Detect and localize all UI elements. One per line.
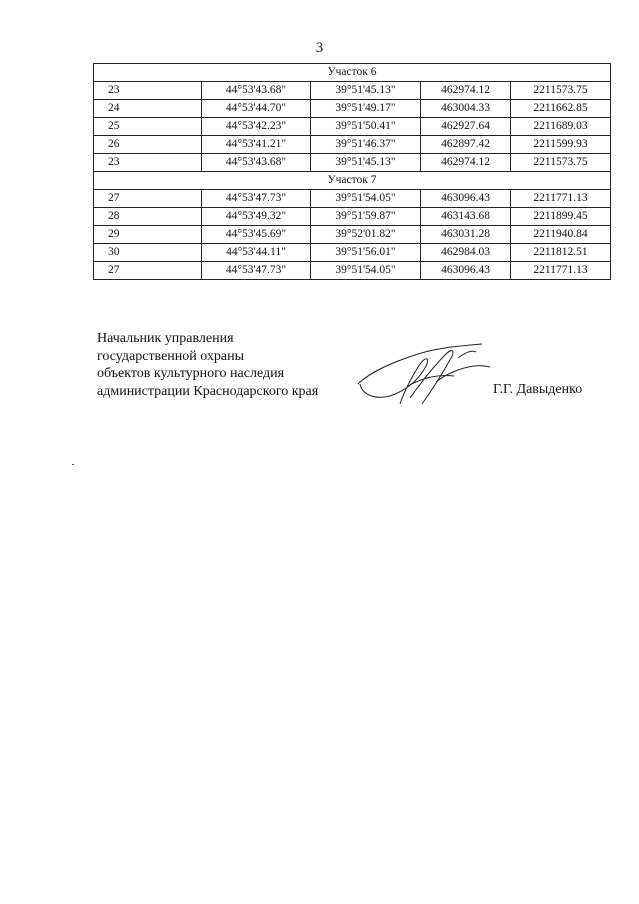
table-row	[94, 226, 611, 244]
table-cell: 39°51'54.05"	[311, 262, 421, 280]
table-cell: 39°51'56.01"	[311, 244, 421, 262]
signature-block	[97, 330, 318, 400]
table-cell: 39°51'45.13"	[311, 82, 421, 100]
table-cell: 26	[94, 136, 202, 154]
signer-name: Г.Г. Давыденко	[493, 382, 583, 397]
table-cell: 39°52'01.82"	[311, 226, 421, 244]
table-cell: 44°53'43.68"	[202, 82, 311, 100]
table-cell: 27	[94, 190, 202, 208]
table-cell: 29	[94, 226, 202, 244]
table-cell: 2211771.13	[511, 190, 611, 208]
table-cell: 2211599.93	[511, 136, 611, 154]
handwritten-signature	[350, 338, 500, 418]
table-cell: 39°51'46.37"	[311, 136, 421, 154]
page-number: 3	[315, 40, 324, 56]
scan-speck	[72, 464, 74, 465]
table-cell: 39°51'50.41"	[311, 118, 421, 136]
table-row	[94, 136, 611, 154]
table-cell: 39°51'45.13"	[311, 154, 421, 172]
table-row	[94, 100, 611, 118]
table-cell: 2211573.75	[511, 154, 611, 172]
table-cell: 44°53'47.73"	[202, 262, 311, 280]
position-line: объектов культурного наследия	[97, 366, 285, 381]
section-title: Участок 6	[94, 64, 611, 82]
table-cell: 462897.42	[421, 136, 511, 154]
table-cell: 44°53'41.21"	[202, 136, 311, 154]
position-line: Начальник управления	[97, 331, 234, 346]
table-cell: 2211899.45	[511, 208, 611, 226]
table-cell: 2211662.85	[511, 100, 611, 118]
table-cell: 24	[94, 100, 202, 118]
table-row	[94, 82, 611, 100]
table-cell: 462974.12	[421, 154, 511, 172]
table-cell: 463031.28	[421, 226, 511, 244]
coordinates-table	[93, 63, 611, 280]
position-line: администрации Краснодарского края	[97, 383, 319, 399]
table-cell: 44°53'45.69"	[202, 226, 311, 244]
table-cell: 25	[94, 118, 202, 136]
table-row	[94, 190, 611, 208]
table-cell: 28	[94, 208, 202, 226]
table-cell: 2211771.13	[511, 262, 611, 280]
position-line: государственной охраны	[97, 348, 245, 364]
table-cell: 462927.64	[421, 118, 511, 136]
table-cell: 2211689.03	[511, 118, 611, 136]
table-cell: 463096.43	[421, 190, 511, 208]
table-cell: 39°51'54.05"	[311, 190, 421, 208]
table-row	[94, 208, 611, 226]
table-row	[94, 118, 611, 136]
table-cell: 39°51'59.87"	[311, 208, 421, 226]
table-row	[94, 262, 611, 280]
table-cell: 44°53'47.73"	[202, 190, 311, 208]
table-cell: 463096.43	[421, 262, 511, 280]
table-cell: 2211940.84	[511, 226, 611, 244]
section-title: Участок 7	[94, 172, 611, 190]
table-cell: 44°53'44.11"	[202, 244, 311, 262]
table-row	[94, 154, 611, 172]
table-cell: 462974.12	[421, 82, 511, 100]
table-cell: 44°53'43.68"	[202, 154, 311, 172]
table-cell: 463004.33	[421, 100, 511, 118]
table-cell: 23	[94, 154, 202, 172]
table-cell: 462984.03	[421, 244, 511, 262]
table-cell: 30	[94, 244, 202, 262]
section-header-row	[94, 64, 611, 82]
table-cell: 2211812.51	[511, 244, 611, 262]
table-cell: 39°51'49.17"	[311, 100, 421, 118]
table-cell: 463143.68	[421, 208, 511, 226]
table-cell: 2211573.75	[511, 82, 611, 100]
table-row	[94, 244, 611, 262]
section-header-row	[94, 172, 611, 190]
table-cell: 27	[94, 262, 202, 280]
table-cell: 44°53'49.32"	[202, 208, 311, 226]
table-cell: 44°53'42.23"	[202, 118, 311, 136]
table-cell: 44°53'44.70"	[202, 100, 311, 118]
table-cell: 23	[94, 82, 202, 100]
